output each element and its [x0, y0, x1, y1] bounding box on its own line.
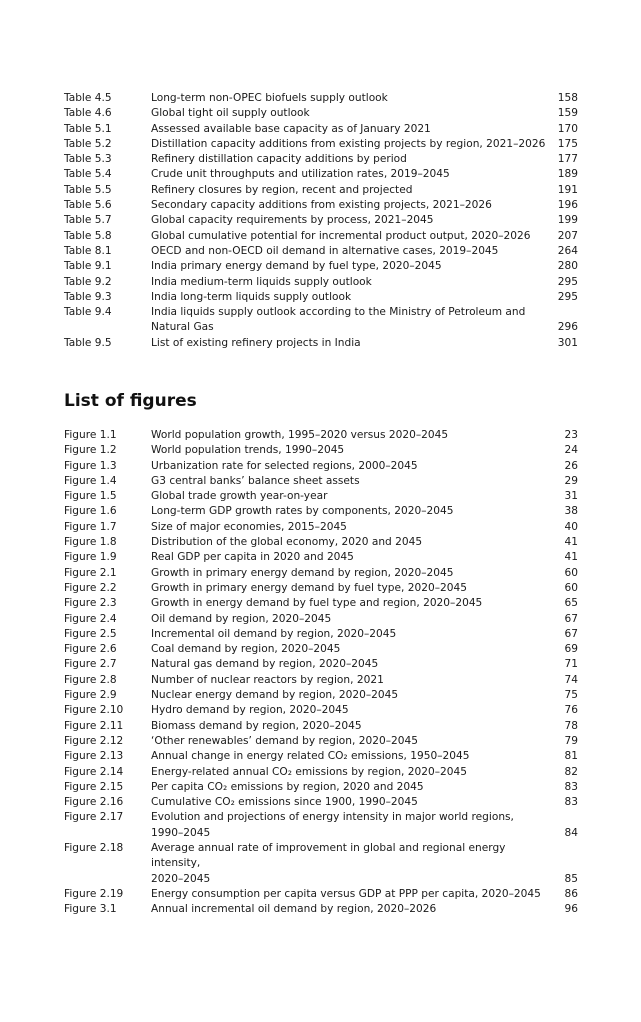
figure-entry: [64, 489, 578, 504]
figure-entry-title: Number of nuclear reactors by region, 2021: [151, 673, 384, 686]
figure-entry: [64, 612, 578, 627]
figure-entry-page-number: 60: [564, 581, 578, 594]
figure-entry-label: Figure 2.13: [64, 750, 124, 763]
table-entry: [64, 167, 578, 182]
table-entry-page-number: 295: [557, 290, 578, 303]
figure-entry-page-number: 96: [564, 903, 578, 916]
figure-entry: [64, 810, 578, 841]
table-entry-page-number: 189: [557, 168, 578, 181]
table-entry-label: Table 5.4: [64, 168, 112, 181]
figure-entry: [64, 627, 578, 642]
figure-entry-title: Coal demand by region, 2020–2045: [151, 643, 341, 656]
table-entry: [64, 275, 578, 290]
figure-entry-label: Figure 3.1: [64, 903, 117, 916]
figure-entry: [64, 581, 578, 596]
table-entry-title: Refinery distillation capacity additions by period: [151, 153, 407, 166]
figure-entry-title: Per capita CO₂ emissions by region, 2020 and 2045: [151, 780, 424, 793]
table-entry-label: Table 9.1: [64, 260, 112, 273]
figure-entry: [64, 719, 578, 734]
figure-entry-title: Biomass demand by region, 2020–2045: [151, 719, 362, 732]
table-entry-page-number: 175: [557, 137, 578, 150]
figure-entry-label: Figure 2.18: [64, 842, 124, 855]
figure-entry-page-number: 76: [564, 704, 578, 717]
table-entry-label: Table 8.1: [64, 244, 112, 257]
figure-entry-title: Annual change in energy related CO₂ emissions, 1950–2045: [151, 750, 470, 763]
table-entry-label: Table 9.3: [64, 290, 112, 303]
table-entry: [64, 183, 578, 198]
figure-entry-page-number: 85: [564, 872, 578, 885]
table-entry-label: Table 9.5: [64, 336, 112, 349]
list-of-tables: [64, 91, 578, 351]
figure-entry-page-number: 29: [564, 474, 578, 487]
table-entry-page-number: 159: [557, 107, 578, 120]
figure-entry-title: Growth in energy demand by fuel type and region, 2020–2045: [151, 597, 483, 610]
table-entry-label: Table 9.4: [64, 306, 112, 319]
figure-entry-title: Global trade growth year-on-year: [151, 490, 328, 503]
figure-entry-label: Figure 2.5: [64, 627, 117, 640]
table-entry: [64, 305, 578, 336]
table-entry-label: Table 5.3: [64, 153, 112, 166]
figure-entry-page-number: 84: [564, 826, 578, 839]
figure-entry: [64, 642, 578, 657]
table-entry-page-number: 295: [557, 275, 578, 288]
table-entry-title: India long-term liquids supply outlook: [151, 290, 352, 303]
figure-entry-page-number: 31: [564, 490, 578, 503]
figure-entry-page-number: 40: [564, 520, 578, 533]
table-entry-title: India liquids supply outlook according to the Ministry of Petroleum and Natural Gas: [151, 306, 526, 334]
figure-entry: [64, 474, 578, 489]
table-entry: [64, 336, 578, 351]
table-entry: [64, 229, 578, 244]
figure-entry-title: Nuclear energy demand by region, 2020–2045: [151, 689, 399, 702]
table-entry: [64, 213, 578, 228]
figure-entry-label: Figure 2.3: [64, 597, 117, 610]
figure-entry-page-number: 41: [564, 536, 578, 549]
list-of-figures-heading: List of figures: [64, 391, 197, 411]
figure-entry: [64, 443, 578, 458]
figure-entry-label: Figure 2.9: [64, 689, 117, 702]
figure-entry-label: Figure 2.7: [64, 658, 117, 671]
figure-entry-page-number: 79: [564, 734, 578, 747]
figure-entry: [64, 550, 578, 565]
figure-entry-title: Energy-related annual CO₂ emissions by region, 2020–2045: [151, 765, 468, 778]
table-entry-page-number: 177: [557, 153, 578, 166]
figure-entry-page-number: 65: [564, 597, 578, 610]
table-entry-label: Table 5.1: [64, 122, 112, 135]
table-entry-page-number: 199: [557, 214, 578, 227]
figure-entry-title: Cumulative CO₂ emissions since 1900, 1990–2045: [151, 796, 418, 809]
figure-entry-title: Long-term GDP growth rates by components, 2020–2045: [151, 505, 454, 518]
table-entry-label: Table 5.5: [64, 183, 112, 196]
figure-entry-title: Distribution of the global economy, 2020 and 2045: [151, 536, 423, 549]
figure-entry: [64, 703, 578, 718]
table-entry-page-number: 264: [557, 244, 578, 257]
figure-entry-title: World population trends, 1990–2045: [151, 444, 345, 457]
figure-entry: [64, 535, 578, 550]
figure-entry-title: Size of major economies, 2015–2045: [151, 520, 347, 533]
figure-entry-page-number: 78: [564, 719, 578, 732]
figure-entry-label: Figure 2.6: [64, 643, 117, 656]
table-entry: [64, 244, 578, 259]
figure-entry-label: Figure 2.17: [64, 811, 124, 824]
figure-entry-title: Average annual rate of improvement in global and regional energy intensity, 2020–2045: [151, 842, 506, 885]
table-entry: [64, 106, 578, 121]
figure-entry: [64, 765, 578, 780]
table-entry-title: Refinery closures by region, recent and projected: [151, 183, 413, 196]
figure-entry-title: Incremental oil demand by region, 2020–2045: [151, 627, 397, 640]
table-entry-page-number: 301: [557, 336, 578, 349]
table-entry-page-number: 280: [557, 260, 578, 273]
figure-entry-label: Figure 2.4: [64, 612, 117, 625]
figure-entry-page-number: 81: [564, 750, 578, 763]
table-entry-label: Table 4.6: [64, 107, 112, 120]
figure-entry-label: Figure 2.12: [64, 734, 124, 747]
figure-entry-label: Figure 1.6: [64, 505, 117, 518]
figure-entry-title: Natural gas demand by region, 2020–2045: [151, 658, 379, 671]
figure-entry: [64, 887, 578, 902]
figure-entry: [64, 657, 578, 672]
figure-entry-page-number: 67: [564, 612, 578, 625]
figure-entry: [64, 504, 578, 519]
figure-entry-label: Figure 2.2: [64, 581, 117, 594]
figure-entry: [64, 734, 578, 749]
table-entry-title: Global cumulative potential for incremental product output, 2020–2026: [151, 229, 531, 242]
figure-entry-title: Real GDP per capita in 2020 and 2045: [151, 551, 354, 564]
figure-entry-label: Figure 2.11: [64, 719, 124, 732]
table-entry-page-number: 191: [557, 183, 578, 196]
figure-entry-page-number: 83: [564, 796, 578, 809]
table-entry-title: Distillation capacity additions from existing projects by region, 2021–2026: [151, 137, 546, 150]
table-entry-page-number: 170: [557, 122, 578, 135]
figure-entry-label: Figure 2.8: [64, 673, 117, 686]
figure-entry-label: Figure 1.5: [64, 490, 117, 503]
table-entry-title: India primary energy demand by fuel type, 2020–2045: [151, 260, 442, 273]
table-entry-label: Table 4.5: [64, 92, 112, 104]
figure-entry-page-number: 83: [564, 780, 578, 793]
table-entry-title: India medium-term liquids supply outlook: [151, 275, 372, 288]
figure-entry-page-number: 41: [564, 551, 578, 564]
table-entry: [64, 122, 578, 137]
figure-entry-page-number: 23: [564, 429, 578, 441]
list-of-figures: [64, 428, 578, 918]
table-entry: [64, 91, 578, 106]
figure-entry-label: Figure 1.8: [64, 536, 117, 549]
table-entry-title: Long-term non-OPEC biofuels supply outlook: [151, 92, 388, 104]
figure-entry-title: Annual incremental oil demand by region, 2020–2026: [151, 903, 437, 916]
figure-entry: [64, 596, 578, 611]
figure-entry-label: Figure 1.2: [64, 444, 117, 457]
figure-entry: [64, 673, 578, 688]
figure-entry: [64, 459, 578, 474]
table-entry-title: OECD and non-OECD oil demand in alternative cases, 2019–2045: [151, 244, 499, 257]
figure-entry-label: Figure 2.19: [64, 887, 124, 900]
figure-entry: [64, 780, 578, 795]
table-entry-title: Secondary capacity additions from existing projects, 2021–2026: [151, 199, 492, 212]
figure-entry-title: World population growth, 1995–2020 versus 2020–2045: [151, 429, 449, 441]
table-entry-title: Crude unit throughputs and utilization rates, 2019–2045: [151, 168, 450, 181]
table-entry: [64, 198, 578, 213]
table-entry-label: Table 9.2: [64, 275, 112, 288]
table-entry-title: Global tight oil supply outlook: [151, 107, 310, 120]
table-entry-label: Table 5.7: [64, 214, 112, 227]
figure-entry-page-number: 67: [564, 627, 578, 640]
table-entry: [64, 290, 578, 305]
table-entry: [64, 137, 578, 152]
figure-entry-title: Growth in primary energy demand by fuel type, 2020–2045: [151, 581, 467, 594]
table-entry-page-number: 196: [557, 199, 578, 212]
figure-entry-title: Urbanization rate for selected regions, 2000–2045: [151, 459, 418, 472]
table-entry-title: List of existing refinery projects in India: [151, 336, 361, 349]
figure-entry-page-number: 38: [564, 505, 578, 518]
table-entry-title: Assessed available base capacity as of January 2021: [151, 122, 431, 135]
figure-entry-page-number: 82: [564, 765, 578, 778]
figure-entry: [64, 749, 578, 764]
table-entry-label: Table 5.2: [64, 137, 112, 150]
figure-entry-page-number: 26: [564, 459, 578, 472]
figure-entry: [64, 795, 578, 810]
figure-entry-page-number: 69: [564, 643, 578, 656]
figure-entry-title: G3 central banks’ balance sheet assets: [151, 474, 360, 487]
figure-entry-page-number: 74: [564, 673, 578, 686]
figure-entry-label: Figure 1.7: [64, 520, 117, 533]
figure-entry-title: ‘Other renewables’ demand by region, 2020–2045: [151, 734, 418, 747]
figure-entry-label: Figure 2.14: [64, 765, 124, 778]
figure-entry-title: Hydro demand by region, 2020–2045: [151, 704, 349, 717]
figure-entry-label: Figure 1.1: [64, 429, 117, 441]
figure-entry-label: Figure 2.1: [64, 566, 117, 579]
table-entry-label: Table 5.8: [64, 229, 112, 242]
table-entry: [64, 259, 578, 274]
figure-entry: [64, 841, 578, 887]
figure-entry-title: Oil demand by region, 2020–2045: [151, 612, 332, 625]
figure-entry-title: Evolution and projections of energy intensity in major world regions, 1990–2045: [151, 811, 514, 839]
figure-entry-title: Growth in primary energy demand by region, 2020–2045: [151, 566, 454, 579]
table-entry-page-number: 207: [557, 229, 578, 242]
figure-entry: [64, 428, 578, 443]
table-entry-page-number: 296: [557, 321, 578, 334]
figure-entry-page-number: 75: [564, 689, 578, 702]
figure-entry-label: Figure 2.15: [64, 780, 124, 793]
figure-entry-label: Figure 2.10: [64, 704, 124, 717]
figure-entry: [64, 520, 578, 535]
table-entry-label: Table 5.6: [64, 199, 112, 212]
table-entry-page-number: 158: [557, 92, 578, 104]
figure-entry-label: Figure 1.9: [64, 551, 117, 564]
figure-entry: [64, 688, 578, 703]
figure-entry-page-number: 71: [564, 658, 578, 671]
figure-entry-page-number: 60: [564, 566, 578, 579]
table-entry-title: Global capacity requirements by process, 2021–2045: [151, 214, 434, 227]
table-entry: [64, 152, 578, 167]
figure-entry-label: Figure 1.3: [64, 459, 117, 472]
figure-entry-label: Figure 2.16: [64, 796, 124, 809]
figure-entry-page-number: 86: [564, 887, 578, 900]
figure-entry-page-number: 24: [564, 444, 578, 457]
figure-entry-label: Figure 1.4: [64, 474, 117, 487]
figure-entry: [64, 902, 578, 917]
figure-entry-title: Energy consumption per capita versus GDP at PPP per capita, 2020–2045: [151, 887, 541, 900]
figure-entry: [64, 566, 578, 581]
